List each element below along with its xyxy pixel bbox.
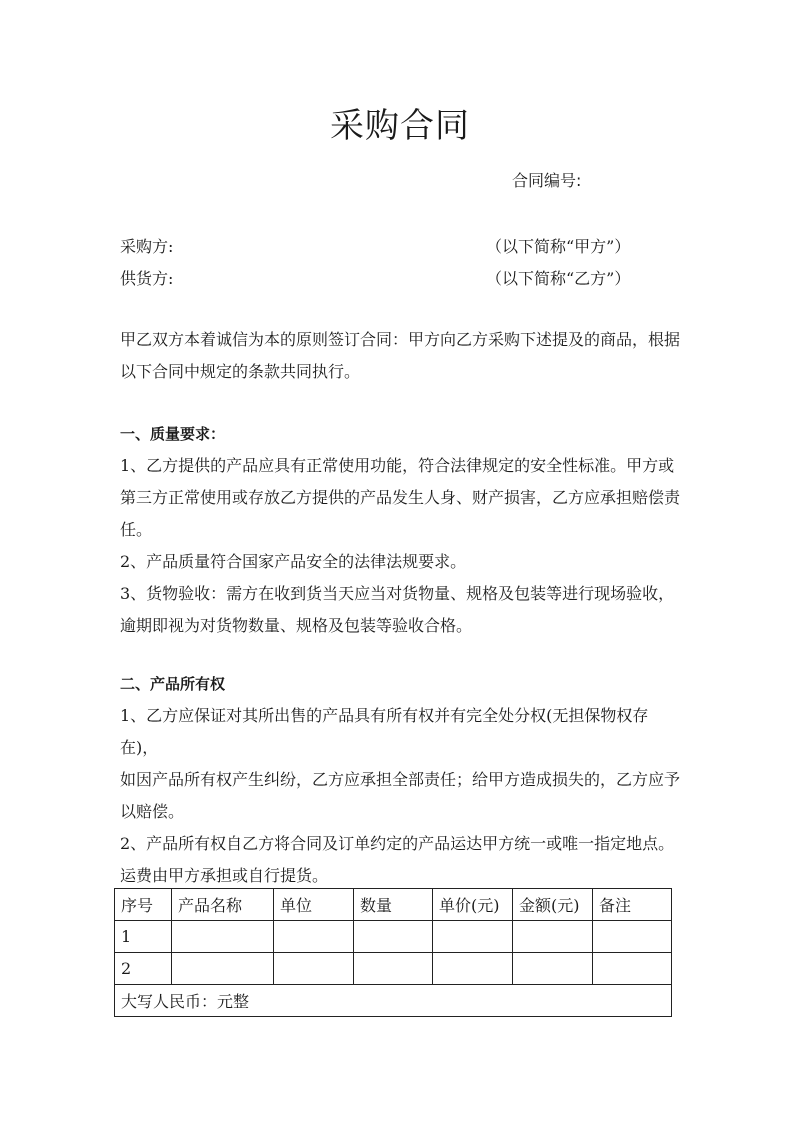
buyer-alias: （以下简称“甲方”） [486,237,631,256]
table-cell [274,953,354,985]
buyer-label: 采购方: [120,237,174,256]
section-quality [120,418,680,642]
section-line: 运费由甲方承担或自行提货。 [120,866,329,885]
section-ownership [120,668,680,892]
table-total-row [115,985,672,1017]
product-table [114,888,672,1017]
section-line: 逾期即视为对货物数量、规格及包装等验收合格。 [120,616,473,635]
table-header-cell: 单位 [274,889,354,921]
table-header-cell: 产品名称 [172,889,274,921]
section-line: 任。 [120,520,153,539]
table-header-cell: 序号 [115,889,172,921]
table-cell [354,953,433,985]
intro-line: 以下合同中规定的条款共同执行。 [120,362,361,381]
table-header-cell: 数量 [354,889,433,921]
section-line: 1、乙方应保证对其所出售的产品具有所有权并有完全处分权(无担保物权存在)， [120,706,649,757]
table-cell [593,953,672,985]
table-cell [433,921,513,953]
table-header-cell: 备注 [593,889,672,921]
contract-number-label: 合同编号: [512,171,582,190]
table-row [115,921,672,953]
table-header-row [115,889,672,921]
table-cell [354,921,433,953]
table-cell [513,921,593,953]
intro-paragraph [120,324,680,388]
table-cell [172,953,274,985]
table-cell [513,953,593,985]
table-cell [274,921,354,953]
section-line: 第三方正常使用或存放乙方提供的产品发生人身、财产损害，乙方应承担赔偿责 [120,488,681,507]
section-line: 3、货物验收：需方在收到货当天应当对货物量、规格及包装等进行现场验收， [120,584,675,603]
table-header-cell: 单价(元) [433,889,513,921]
section-heading: 二、产品所有权 [120,675,226,693]
total-amount-cell: 大写人民币：元整 [115,985,672,1017]
section-line: 1、乙方提供的产品应具有正常使用功能，符合法律规定的安全性标准。甲方或 [120,456,675,475]
supplier-label: 供货方: [120,269,174,288]
section-line: 如因产品所有权产生纠纷，乙方应承担全部责任；给甲方造成损失的，乙方应予 [120,770,681,789]
table-cell: 1 [115,921,172,953]
section-heading: 一、质量要求： [120,425,226,443]
table-row [115,953,672,985]
table-cell [593,921,672,953]
section-line: 以赔偿。 [120,802,185,821]
table-cell: 2 [115,953,172,985]
table-cell [172,921,274,953]
page-title: 采购合同 [330,106,470,146]
table-header-cell: 金额(元) [513,889,593,921]
section-line: 2、产品质量符合国家产品安全的法律法规要求。 [120,552,467,571]
table-cell [433,953,513,985]
supplier-alias: （以下简称“乙方”） [486,269,631,288]
intro-line: 甲乙双方本着诚信为本的原则签订合同：甲方向乙方采购下述提及的商品，根据 [120,330,681,349]
section-line: 2、产品所有权自乙方将合同及订单约定的产品运达甲方统一或唯一指定地点。 [120,834,675,853]
